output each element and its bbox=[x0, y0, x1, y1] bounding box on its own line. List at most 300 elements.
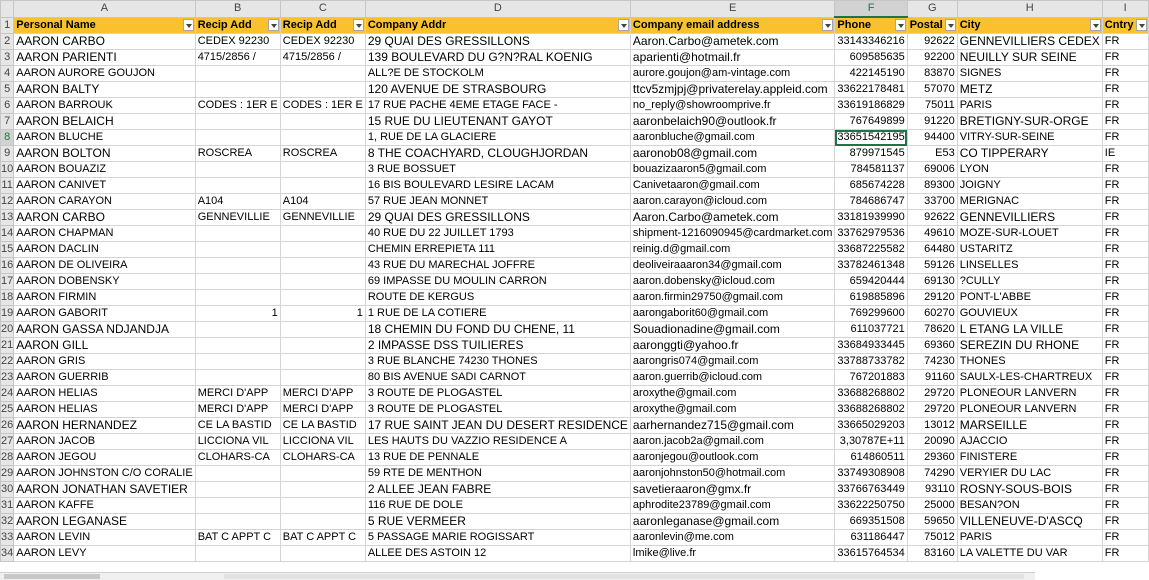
company-email-cell[interactable]: aaronbelaich90@outlook.fr bbox=[630, 114, 835, 130]
company-email-cell[interactable]: aaron.dobensky@icloud.com bbox=[630, 274, 835, 290]
row-number[interactable]: 2 bbox=[1, 34, 14, 50]
recip-addr-cell[interactable]: ROSCREA bbox=[280, 146, 365, 162]
row-number[interactable]: 8 bbox=[1, 130, 14, 146]
country-cell[interactable]: FR bbox=[1102, 546, 1148, 562]
company-addr-cell[interactable]: 2 IMPASSE DSS TUILIERES bbox=[365, 338, 630, 354]
phone-cell[interactable]: 33684933445 bbox=[835, 338, 907, 354]
personal-name-cell[interactable]: AARON DACLIN bbox=[14, 242, 195, 258]
company-addr-cell[interactable]: ALLEE DES ASTOIN 12 bbox=[365, 546, 630, 562]
postal-cell[interactable]: 57070 bbox=[907, 82, 957, 98]
company-email-cell[interactable]: aaron.jacob2a@gmail.com bbox=[630, 434, 835, 450]
company-email-cell[interactable]: Aaron.Carbo@ametek.com bbox=[630, 210, 835, 226]
recip-addr-cell[interactable]: BAT C APPT C bbox=[195, 530, 280, 546]
personal-name-cell[interactable]: AARON LEGANASE bbox=[14, 514, 195, 530]
postal-cell[interactable]: 25000 bbox=[907, 498, 957, 514]
company-addr-cell[interactable]: 13 RUE DE PENNALE bbox=[365, 450, 630, 466]
recip-addr-cell[interactable]: CEDEX 92230 bbox=[280, 34, 365, 50]
field-header-cell[interactable] bbox=[957, 17, 1102, 34]
postal-cell[interactable]: 83160 bbox=[907, 546, 957, 562]
recip-addr-cell[interactable] bbox=[280, 258, 365, 274]
country-cell[interactable]: FR bbox=[1102, 338, 1148, 354]
recip-addr-cell[interactable] bbox=[195, 466, 280, 482]
company-addr-cell[interactable]: 18 CHEMIN DU FOND DU CHENE, 11 bbox=[365, 322, 630, 338]
filter-dropdown-icon[interactable] bbox=[1136, 19, 1147, 31]
country-cell[interactable]: FR bbox=[1102, 114, 1148, 130]
city-cell[interactable]: SAULX-LES-CHARTREUX bbox=[957, 370, 1102, 386]
company-addr-cell[interactable]: ROUTE DE KERGUS bbox=[365, 290, 630, 306]
recip-addr-cell[interactable] bbox=[195, 162, 280, 178]
personal-name-cell[interactable]: AARON LEVY bbox=[14, 546, 195, 562]
row-number[interactable]: 14 bbox=[1, 226, 14, 242]
recip-addr-cell[interactable] bbox=[195, 498, 280, 514]
row-number[interactable]: 34 bbox=[1, 546, 14, 562]
country-cell[interactable]: FR bbox=[1102, 530, 1148, 546]
recip-addr-cell[interactable]: GENNEVILLIE bbox=[195, 210, 280, 226]
postal-cell[interactable]: 93110 bbox=[907, 482, 957, 498]
row-number[interactable]: 17 bbox=[1, 274, 14, 290]
recip-addr-cell[interactable] bbox=[280, 242, 365, 258]
city-cell[interactable]: GENNEVILLIERS bbox=[957, 210, 1102, 226]
recip-addr-cell[interactable]: MERCI D'APP bbox=[195, 386, 280, 402]
company-email-cell[interactable]: ttcv5zmjpj@privaterelay.appleid.com bbox=[630, 82, 835, 98]
company-email-cell[interactable]: aaron.firmin29750@gmail.com bbox=[630, 290, 835, 306]
phone-cell[interactable]: 631186447 bbox=[835, 530, 907, 546]
company-addr-cell[interactable]: 40 RUE DU 22 JUILLET 1793 bbox=[365, 226, 630, 242]
column-header-c[interactable]: C bbox=[280, 1, 365, 18]
country-cell[interactable]: FR bbox=[1102, 370, 1148, 386]
personal-name-cell[interactable]: AARON JEGOU bbox=[14, 450, 195, 466]
city-cell[interactable]: VITRY-SUR-SEINE bbox=[957, 130, 1102, 146]
phone-cell[interactable]: 33788733782 bbox=[835, 354, 907, 370]
phone-cell[interactable]: 33688268802 bbox=[835, 386, 907, 402]
recip-addr-cell[interactable] bbox=[280, 466, 365, 482]
filter-dropdown-icon[interactable] bbox=[183, 19, 194, 31]
row-number[interactable]: 25 bbox=[1, 402, 14, 418]
row-number[interactable]: 13 bbox=[1, 210, 14, 226]
city-cell[interactable]: BRETIGNY-SUR-ORGE bbox=[957, 114, 1102, 130]
row-number[interactable]: 5 bbox=[1, 82, 14, 98]
city-cell[interactable]: ROSNY-SOUS-BOIS bbox=[957, 482, 1102, 498]
country-cell[interactable]: FR bbox=[1102, 258, 1148, 274]
row-number[interactable]: 6 bbox=[1, 98, 14, 114]
country-cell[interactable]: FR bbox=[1102, 322, 1148, 338]
postal-cell[interactable]: 92200 bbox=[907, 50, 957, 66]
city-cell[interactable]: GENNEVILLIERS CEDEX bbox=[957, 34, 1102, 50]
company-addr-cell[interactable]: 1, RUE DE LA GLACIERE bbox=[365, 130, 630, 146]
postal-cell[interactable]: 92622 bbox=[907, 210, 957, 226]
recip-addr-cell[interactable]: MERCI D'APP bbox=[280, 402, 365, 418]
postal-cell[interactable]: 75011 bbox=[907, 98, 957, 114]
personal-name-cell[interactable]: AARON CARBO bbox=[14, 34, 195, 50]
company-addr-cell[interactable]: 139 BOULEVARD DU G?N?RAL KOENIG bbox=[365, 50, 630, 66]
company-email-cell[interactable]: shipment-1216090945@cardmarket.com bbox=[630, 226, 835, 242]
recip-addr-cell[interactable]: CODES : 1ER E bbox=[280, 98, 365, 114]
company-email-cell[interactable]: savetieraaron@gmx.fr bbox=[630, 482, 835, 498]
company-email-cell[interactable]: lmike@live.fr bbox=[630, 546, 835, 562]
recip-addr-cell[interactable]: LICCIONA VIL bbox=[195, 434, 280, 450]
recip-addr-cell[interactable]: CLOHARS-CA bbox=[280, 450, 365, 466]
field-header-cell[interactable] bbox=[280, 17, 365, 34]
postal-cell[interactable]: 64480 bbox=[907, 242, 957, 258]
country-cell[interactable]: FR bbox=[1102, 290, 1148, 306]
recip-addr-cell[interactable] bbox=[195, 178, 280, 194]
recip-addr-cell[interactable] bbox=[280, 514, 365, 530]
row-number[interactable]: 28 bbox=[1, 450, 14, 466]
phone-cell[interactable]: 767649899 bbox=[835, 114, 907, 130]
phone-cell[interactable]: 609585635 bbox=[835, 50, 907, 66]
filter-dropdown-icon[interactable] bbox=[618, 19, 629, 31]
row-number[interactable]: 26 bbox=[1, 418, 14, 434]
personal-name-cell[interactable]: AARON HELIAS bbox=[14, 386, 195, 402]
company-email-cell[interactable]: no_reply@showroomprive.fr bbox=[630, 98, 835, 114]
postal-cell[interactable]: 69360 bbox=[907, 338, 957, 354]
company-addr-cell[interactable]: 3 ROUTE DE PLOGASTEL bbox=[365, 402, 630, 418]
city-cell[interactable]: METZ bbox=[957, 82, 1102, 98]
personal-name-cell[interactable]: AARON LEVIN bbox=[14, 530, 195, 546]
postal-cell[interactable]: 75012 bbox=[907, 530, 957, 546]
company-addr-cell[interactable]: 69 IMPASSE DU MOULIN CARRON bbox=[365, 274, 630, 290]
recip-addr-cell[interactable] bbox=[280, 482, 365, 498]
field-header-cell[interactable] bbox=[1102, 17, 1148, 34]
recip-addr-cell[interactable] bbox=[195, 338, 280, 354]
country-cell[interactable]: FR bbox=[1102, 34, 1148, 50]
postal-cell[interactable]: 74290 bbox=[907, 466, 957, 482]
phone-cell[interactable]: 784686747 bbox=[835, 194, 907, 210]
company-addr-cell[interactable]: 116 RUE DE DOLE bbox=[365, 498, 630, 514]
personal-name-cell[interactable]: AARON FIRMIN bbox=[14, 290, 195, 306]
row-number[interactable]: 31 bbox=[1, 498, 14, 514]
phone-cell[interactable]: 33687225582 bbox=[835, 242, 907, 258]
company-addr-cell[interactable]: LES HAUTS DU VAZZIO RESIDENCE A bbox=[365, 434, 630, 450]
personal-name-cell[interactable]: AARON GILL bbox=[14, 338, 195, 354]
country-cell[interactable]: FR bbox=[1102, 402, 1148, 418]
recip-addr-cell[interactable] bbox=[280, 498, 365, 514]
personal-name-cell[interactable]: AARON GUERRIB bbox=[14, 370, 195, 386]
phone-cell[interactable]: 33615764534 bbox=[835, 546, 907, 562]
company-email-cell[interactable]: aaronbluche@gmail.com bbox=[630, 130, 835, 146]
recip-addr-cell[interactable]: GENNEVILLIE bbox=[280, 210, 365, 226]
recip-addr-cell[interactable] bbox=[280, 66, 365, 82]
personal-name-cell[interactable]: AARON DOBENSKY bbox=[14, 274, 195, 290]
recip-addr-cell[interactable] bbox=[195, 290, 280, 306]
city-cell[interactable]: PLONEOUR LANVERN bbox=[957, 402, 1102, 418]
postal-cell[interactable]: 91220 bbox=[907, 114, 957, 130]
country-cell[interactable]: FR bbox=[1102, 242, 1148, 258]
personal-name-cell[interactable]: AARON GASSA NDJANDJA bbox=[14, 322, 195, 338]
field-header-cell[interactable] bbox=[630, 17, 835, 34]
filter-dropdown-icon[interactable] bbox=[1090, 19, 1101, 31]
city-cell[interactable]: LYON bbox=[957, 162, 1102, 178]
row-number[interactable]: 24 bbox=[1, 386, 14, 402]
column-header-d[interactable]: D bbox=[365, 1, 630, 18]
company-email-cell[interactable]: aaronob08@gmail.com bbox=[630, 146, 835, 162]
row-number[interactable]: 15 bbox=[1, 242, 14, 258]
city-cell[interactable]: GOUVIEUX bbox=[957, 306, 1102, 322]
country-cell[interactable]: FR bbox=[1102, 482, 1148, 498]
company-addr-cell[interactable]: 1 RUE DE LA COTIERE bbox=[365, 306, 630, 322]
personal-name-cell[interactable]: AARON BARROUK bbox=[14, 98, 195, 114]
city-cell[interactable]: PONT-L'ABBE bbox=[957, 290, 1102, 306]
phone-cell[interactable]: 422145190 bbox=[835, 66, 907, 82]
postal-cell[interactable]: 83870 bbox=[907, 66, 957, 82]
recip-addr-cell[interactable] bbox=[195, 258, 280, 274]
phone-cell[interactable]: 33766763449 bbox=[835, 482, 907, 498]
recip-addr-cell[interactable] bbox=[280, 226, 365, 242]
phone-cell[interactable]: 669351508 bbox=[835, 514, 907, 530]
company-addr-cell[interactable]: 17 RUE SAINT JEAN DU DESERT RESIDENCE bbox=[365, 418, 630, 434]
phone-cell[interactable]: 33688268802 bbox=[835, 402, 907, 418]
recip-addr-cell[interactable] bbox=[280, 370, 365, 386]
postal-cell[interactable]: 94400 bbox=[907, 130, 957, 146]
company-email-cell[interactable]: aphrodite23789@gmail.com bbox=[630, 498, 835, 514]
country-cell[interactable]: FR bbox=[1102, 450, 1148, 466]
recip-addr-cell[interactable] bbox=[195, 66, 280, 82]
filter-dropdown-icon[interactable] bbox=[945, 19, 956, 31]
recip-addr-cell[interactable] bbox=[195, 226, 280, 242]
recip-addr-cell[interactable]: A104 bbox=[280, 194, 365, 210]
company-email-cell[interactable]: aaronleganase@gmail.com bbox=[630, 514, 835, 530]
row-number[interactable]: 19 bbox=[1, 306, 14, 322]
company-email-cell[interactable]: aroxythe@gmail.com bbox=[630, 386, 835, 402]
recip-addr-cell[interactable] bbox=[195, 482, 280, 498]
postal-cell[interactable]: 92622 bbox=[907, 34, 957, 50]
company-email-cell[interactable]: aarongris074@gmail.com bbox=[630, 354, 835, 370]
phone-cell[interactable]: 767201883 bbox=[835, 370, 907, 386]
phone-cell[interactable]: 769299600 bbox=[835, 306, 907, 322]
row-number[interactable]: 4 bbox=[1, 66, 14, 82]
recip-addr-cell[interactable] bbox=[195, 114, 280, 130]
personal-name-cell[interactable]: AARON JACOB bbox=[14, 434, 195, 450]
country-cell[interactable]: FR bbox=[1102, 194, 1148, 210]
company-email-cell[interactable]: aaron.carayon@icloud.com bbox=[630, 194, 835, 210]
row-number[interactable]: 29 bbox=[1, 466, 14, 482]
row-number[interactable]: 32 bbox=[1, 514, 14, 530]
postal-cell[interactable]: 29720 bbox=[907, 402, 957, 418]
recip-addr-cell[interactable] bbox=[280, 354, 365, 370]
city-cell[interactable]: PARIS bbox=[957, 98, 1102, 114]
select-all-corner[interactable] bbox=[1, 1, 14, 18]
recip-addr-cell[interactable] bbox=[195, 130, 280, 146]
recip-addr-cell[interactable] bbox=[280, 322, 365, 338]
postal-cell[interactable]: 20090 bbox=[907, 434, 957, 450]
row-number[interactable]: 10 bbox=[1, 162, 14, 178]
filter-dropdown-icon[interactable] bbox=[268, 19, 279, 31]
recip-addr-cell[interactable] bbox=[195, 322, 280, 338]
phone-cell[interactable]: 659420444 bbox=[835, 274, 907, 290]
recip-addr-cell[interactable] bbox=[280, 290, 365, 306]
personal-name-cell[interactable]: AARON BALTY bbox=[14, 82, 195, 98]
company-email-cell[interactable]: aaronlevin@me.com bbox=[630, 530, 835, 546]
recip-addr-cell[interactable] bbox=[280, 130, 365, 146]
company-addr-cell[interactable]: CHEMIN ERREPIETA 111 bbox=[365, 242, 630, 258]
recip-addr-cell[interactable]: BAT C APPT C bbox=[280, 530, 365, 546]
phone-cell[interactable]: 33622178481 bbox=[835, 82, 907, 98]
phone-cell[interactable]: 33619186829 bbox=[835, 98, 907, 114]
company-addr-cell[interactable]: 3 RUE BOSSUET bbox=[365, 162, 630, 178]
city-cell[interactable]: SIGNES bbox=[957, 66, 1102, 82]
phone-cell[interactable]: 33665029203 bbox=[835, 418, 907, 434]
filter-dropdown-icon[interactable] bbox=[353, 19, 364, 31]
row-number[interactable]: 33 bbox=[1, 530, 14, 546]
recip-addr-cell[interactable] bbox=[195, 370, 280, 386]
phone-cell[interactable]: 33651542195 bbox=[835, 130, 907, 146]
personal-name-cell[interactable]: AARON PARIENTI bbox=[14, 50, 195, 66]
recip-addr-cell[interactable]: 4715/2856 / bbox=[195, 50, 280, 66]
postal-cell[interactable]: 33700 bbox=[907, 194, 957, 210]
company-email-cell[interactable]: aaron.guerrib@icloud.com bbox=[630, 370, 835, 386]
row-number[interactable]: 3 bbox=[1, 50, 14, 66]
company-email-cell[interactable]: Souadionadine@gmail.com bbox=[630, 322, 835, 338]
recip-addr-cell[interactable] bbox=[195, 354, 280, 370]
company-email-cell[interactable]: Aaron.Carbo@ametek.com bbox=[630, 34, 835, 50]
city-cell[interactable]: CO TIPPERARY bbox=[957, 146, 1102, 162]
field-header-cell[interactable] bbox=[14, 17, 195, 34]
country-cell[interactable]: FR bbox=[1102, 66, 1148, 82]
company-addr-cell[interactable]: 59 RTE DE MENTHON bbox=[365, 466, 630, 482]
company-email-cell[interactable]: bouazizaaron5@gmail.com bbox=[630, 162, 835, 178]
phone-cell[interactable]: 33762979536 bbox=[835, 226, 907, 242]
city-cell[interactable]: NEUILLY SUR SEINE bbox=[957, 50, 1102, 66]
field-header-cell[interactable] bbox=[835, 17, 907, 34]
phone-cell[interactable]: 611037721 bbox=[835, 322, 907, 338]
city-cell[interactable]: THONES bbox=[957, 354, 1102, 370]
city-cell[interactable]: USTARITZ bbox=[957, 242, 1102, 258]
horizontal-scrollbar[interactable] bbox=[0, 572, 1035, 580]
postal-cell[interactable]: 49610 bbox=[907, 226, 957, 242]
personal-name-cell[interactable]: AARON BLUCHE bbox=[14, 130, 195, 146]
company-addr-cell[interactable]: 43 RUE DU MARECHAL JOFFRE bbox=[365, 258, 630, 274]
row-number[interactable]: 27 bbox=[1, 434, 14, 450]
phone-cell[interactable]: 33749308908 bbox=[835, 466, 907, 482]
postal-cell[interactable]: 59126 bbox=[907, 258, 957, 274]
postal-cell[interactable]: 29360 bbox=[907, 450, 957, 466]
phone-cell[interactable]: 784581137 bbox=[835, 162, 907, 178]
city-cell[interactable]: MOZE-SUR-LOUET bbox=[957, 226, 1102, 242]
postal-cell[interactable]: 89300 bbox=[907, 178, 957, 194]
company-addr-cell[interactable]: 8 THE COACHYARD, CLOUGHJORDAN bbox=[365, 146, 630, 162]
company-email-cell[interactable]: aaronggti@yahoo.fr bbox=[630, 338, 835, 354]
city-cell[interactable]: LINSELLES bbox=[957, 258, 1102, 274]
country-cell[interactable]: FR bbox=[1102, 98, 1148, 114]
personal-name-cell[interactable]: AARON BOLTON bbox=[14, 146, 195, 162]
company-email-cell[interactable]: aroxythe@gmail.com bbox=[630, 402, 835, 418]
recip-addr-cell[interactable] bbox=[280, 162, 365, 178]
personal-name-cell[interactable]: AARON HELIAS bbox=[14, 402, 195, 418]
country-cell[interactable]: FR bbox=[1102, 274, 1148, 290]
country-cell[interactable]: FR bbox=[1102, 226, 1148, 242]
row-number[interactable]: 9 bbox=[1, 146, 14, 162]
phone-cell[interactable]: 33143346216 bbox=[835, 34, 907, 50]
phone-cell[interactable]: 685674228 bbox=[835, 178, 907, 194]
company-addr-cell[interactable]: 16 BIS BOULEVARD LESIRE LACAM bbox=[365, 178, 630, 194]
company-addr-cell[interactable]: 120 AVENUE DE STRASBOURG bbox=[365, 82, 630, 98]
postal-cell[interactable]: 29720 bbox=[907, 386, 957, 402]
personal-name-cell[interactable]: AARON BOUAZIZ bbox=[14, 162, 195, 178]
company-addr-cell[interactable]: 3 ROUTE DE PLOGASTEL bbox=[365, 386, 630, 402]
row-number[interactable]: 11 bbox=[1, 178, 14, 194]
postal-cell[interactable]: 91160 bbox=[907, 370, 957, 386]
phone-cell[interactable]: 879971545 bbox=[835, 146, 907, 162]
recip-addr-cell[interactable]: CE LA BASTID bbox=[195, 418, 280, 434]
company-email-cell[interactable]: reinig.d@gmail.com bbox=[630, 242, 835, 258]
country-cell[interactable]: FR bbox=[1102, 82, 1148, 98]
row-number[interactable]: 16 bbox=[1, 258, 14, 274]
city-cell[interactable]: L ETANG LA VILLE bbox=[957, 322, 1102, 338]
company-email-cell[interactable]: aarongaborit60@gmail.com bbox=[630, 306, 835, 322]
country-cell[interactable]: FR bbox=[1102, 306, 1148, 322]
country-cell[interactable]: FR bbox=[1102, 178, 1148, 194]
city-cell[interactable]: MARSEILLE bbox=[957, 418, 1102, 434]
city-cell[interactable]: LA VALETTE DU VAR bbox=[957, 546, 1102, 562]
postal-cell[interactable]: 13012 bbox=[907, 418, 957, 434]
row-number[interactable]: 12 bbox=[1, 194, 14, 210]
postal-cell[interactable]: E53 bbox=[907, 146, 957, 162]
recip-addr-cell[interactable] bbox=[280, 274, 365, 290]
company-email-cell[interactable]: aaronjegou@outlook.com bbox=[630, 450, 835, 466]
postal-cell[interactable]: 78620 bbox=[907, 322, 957, 338]
country-cell[interactable]: FR bbox=[1102, 50, 1148, 66]
personal-name-cell[interactable]: AARON GRIS bbox=[14, 354, 195, 370]
recip-addr-cell[interactable] bbox=[195, 274, 280, 290]
company-email-cell[interactable]: Canivetaaron@gmail.com bbox=[630, 178, 835, 194]
country-cell[interactable]: FR bbox=[1102, 514, 1148, 530]
field-header-cell[interactable] bbox=[907, 17, 957, 34]
city-cell[interactable]: MERIGNAC bbox=[957, 194, 1102, 210]
company-addr-cell[interactable]: 29 QUAI DES GRESSILLONS bbox=[365, 34, 630, 50]
recip-addr-cell[interactable] bbox=[195, 242, 280, 258]
city-cell[interactable]: PLONEOUR LANVERN bbox=[957, 386, 1102, 402]
company-addr-cell[interactable]: 15 RUE DU LIEUTENANT GAYOT bbox=[365, 114, 630, 130]
column-header-f[interactable]: F bbox=[835, 1, 907, 18]
recip-addr-cell[interactable] bbox=[195, 546, 280, 562]
recip-addr-cell[interactable]: ROSCREA bbox=[195, 146, 280, 162]
company-addr-cell[interactable]: 5 RUE VERMEER bbox=[365, 514, 630, 530]
country-cell[interactable]: FR bbox=[1102, 418, 1148, 434]
city-cell[interactable]: PARIS bbox=[957, 530, 1102, 546]
recip-addr-cell[interactable] bbox=[280, 178, 365, 194]
postal-cell[interactable]: 29120 bbox=[907, 290, 957, 306]
country-cell[interactable]: FR bbox=[1102, 434, 1148, 450]
company-addr-cell[interactable]: ALL?E DE STOCKOLM bbox=[365, 66, 630, 82]
phone-cell[interactable]: 614860511 bbox=[835, 450, 907, 466]
recip-addr-cell[interactable]: 1 bbox=[195, 306, 280, 322]
company-email-cell[interactable]: aaronjohnston50@hotmail.com bbox=[630, 466, 835, 482]
sheet-tabs-area[interactable] bbox=[4, 574, 100, 579]
row-number[interactable]: 22 bbox=[1, 354, 14, 370]
personal-name-cell[interactable]: AARON GABORIT bbox=[14, 306, 195, 322]
city-cell[interactable]: BESAN?ON bbox=[957, 498, 1102, 514]
row-number[interactable]: 18 bbox=[1, 290, 14, 306]
recip-addr-cell[interactable]: CEDEX 92230 bbox=[195, 34, 280, 50]
recip-addr-cell[interactable]: 4715/2856 / bbox=[280, 50, 365, 66]
company-addr-cell[interactable]: 5 PASSAGE MARIE ROGISSART bbox=[365, 530, 630, 546]
city-cell[interactable]: ?CULLY bbox=[957, 274, 1102, 290]
row-number[interactable]: 7 bbox=[1, 114, 14, 130]
postal-cell[interactable]: 60270 bbox=[907, 306, 957, 322]
company-addr-cell[interactable]: 2 ALLEE JEAN FABRE bbox=[365, 482, 630, 498]
scrollbar-track[interactable] bbox=[224, 574, 1024, 579]
postal-cell[interactable]: 59650 bbox=[907, 514, 957, 530]
personal-name-cell[interactable]: AARON CARBO bbox=[14, 210, 195, 226]
city-cell[interactable]: AJACCIO bbox=[957, 434, 1102, 450]
recip-addr-cell[interactable]: CLOHARS-CA bbox=[195, 450, 280, 466]
phone-cell[interactable]: 3,30787E+11 bbox=[835, 434, 907, 450]
row-number[interactable]: 23 bbox=[1, 370, 14, 386]
personal-name-cell[interactable]: AARON CHAPMAN bbox=[14, 226, 195, 242]
recip-addr-cell[interactable]: MERCI D'APP bbox=[195, 402, 280, 418]
personal-name-cell[interactable]: AARON DE OLIVEIRA bbox=[14, 258, 195, 274]
city-cell[interactable]: VILLENEUVE-D'ASCQ bbox=[957, 514, 1102, 530]
